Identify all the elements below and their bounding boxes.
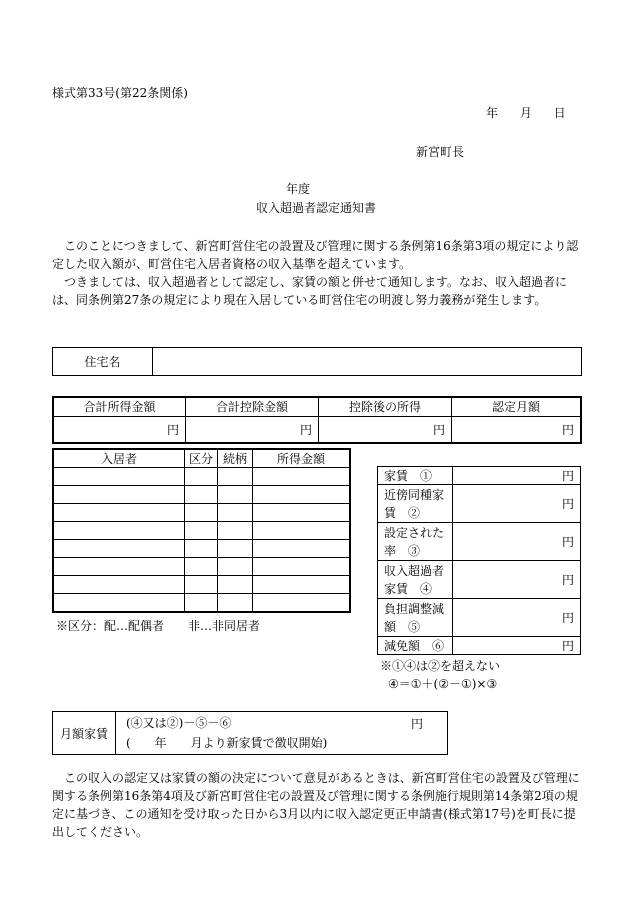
resident-row[interactable] [53, 558, 350, 576]
total-deduction-value[interactable]: 円 [186, 416, 319, 443]
resident-row[interactable] [53, 540, 350, 558]
resident-row[interactable] [53, 468, 350, 486]
rent-item-value[interactable]: 円 [453, 485, 581, 523]
monthly-rent-start: ( 年 月より新家賃で徴収開始) [126, 736, 328, 750]
resident-row[interactable] [53, 576, 350, 594]
rent-formula-note: ④＝①＋(②－①)×③ [388, 677, 498, 691]
category-note: ※区分：配…配偶者 非…非同居者 [56, 619, 261, 633]
rent-item-label: 減免額 ⑥ [378, 637, 453, 655]
document-title: 収入超過者認定通知書 [256, 201, 377, 215]
resident-row[interactable] [53, 594, 350, 612]
rent-item-value[interactable]: 円 [453, 599, 581, 637]
rent-item-label: 収入超過者家賃 ④ [378, 561, 453, 599]
rent-item-value[interactable]: 円 [453, 467, 581, 485]
housing-name-table [52, 347, 582, 376]
monthly-rent-label: 月額家賃 [53, 712, 116, 755]
net-income-value[interactable]: 円 [319, 416, 452, 443]
header-total-income: 合計所得金額 [53, 397, 186, 416]
header-income-amount: 所得金額 [253, 449, 351, 468]
rent-item-label: 家賃 ① [378, 467, 453, 485]
total-income-value[interactable]: 円 [53, 416, 186, 443]
header-resident: 入居者 [53, 449, 185, 468]
fiscal-year-label: 年度 [286, 182, 311, 196]
rent-item-value[interactable]: 円 [453, 637, 581, 655]
resident-row[interactable] [53, 522, 350, 540]
income-table [52, 396, 582, 444]
mayor-name: 新宮町長 [416, 145, 465, 159]
rent-item-label: 近傍同種家賃 ② [378, 485, 453, 523]
resident-row[interactable] [53, 504, 350, 522]
rent-item-label: 設定された率 ③ [378, 523, 453, 561]
rent-item-value[interactable]: 円 [453, 561, 581, 599]
body-paragraph-1: このことにつきまして、新宮町営住宅の設置及び管理に関する条例第16条第3項の規定により認定した収入額が、町営住宅入居者資格の収入基準を超えています。 [52, 239, 579, 271]
resident-table [52, 448, 351, 613]
closing-paragraph: この収入の認定又は家賃の額の決定について意見があるときは、新宮町営住宅の設置及び管理に関する条例第16条第4項及び新宮町営住宅の設置及び管理に関する条例施行規則第14条第2項の規定に基づき、この通知を受け取った日から3月以内に収入認定更正申請書(様式第17号)を町長に提出してください。 [52, 771, 580, 839]
monthly-rent-formula: (④又は②)－⑤－⑥ [126, 716, 232, 730]
date-line: 年 月 日 [486, 106, 568, 120]
rent-table [377, 466, 581, 655]
form-number: 様式第33号(第22条関係) [52, 86, 188, 100]
header-net-income: 控除後の所得 [319, 397, 452, 416]
rent-item-value[interactable]: 円 [453, 523, 581, 561]
header-monthly-income: 認定月額 [452, 397, 582, 416]
header-total-deduction: 合計控除金額 [186, 397, 319, 416]
monthly-rent-cell[interactable] [116, 712, 448, 755]
monthly-rent-table [52, 711, 448, 755]
monthly-income-value[interactable]: 円 [452, 416, 582, 443]
header-category: 区分 [185, 449, 218, 468]
resident-row[interactable] [53, 486, 350, 504]
monthly-rent-yen: 円 [410, 717, 423, 731]
body-paragraph-2: つきましては、収入超過者として認定し、家賃の額と併せて通知します。なお、収入超過者には、同条例第27条の規定により現在入居している町営住宅の明渡し努力義務が発生します。 [52, 275, 568, 307]
rent-note-cap: ※①④は②を超えない [380, 659, 501, 673]
housing-name-label: 住宅名 [53, 348, 153, 376]
housing-name-field[interactable] [153, 348, 582, 376]
header-relationship: 続柄 [218, 449, 253, 468]
rent-item-label: 負担調整減額 ⑤ [378, 599, 453, 637]
